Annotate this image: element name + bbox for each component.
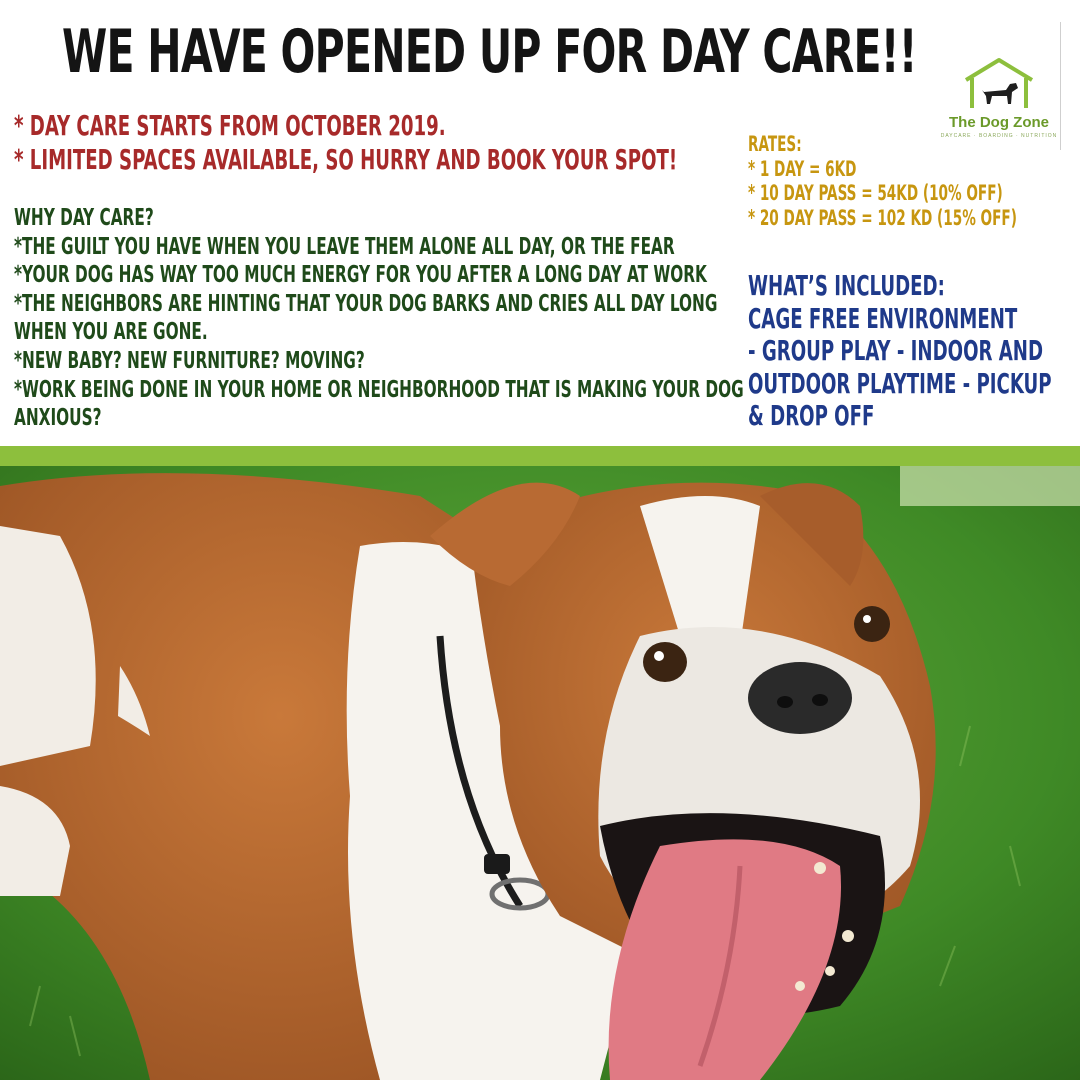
reason-line: *NEW BABY? NEW FURNITURE? MOVING? <box>14 347 365 374</box>
bulldog-photo <box>0 466 1080 1080</box>
rate-item: * 10 DAY PASS = 54KD (10% OFF) <box>748 181 1003 205</box>
notice-start-date: * DAY CARE STARTS FROM OCTOBER 2019. <box>14 109 446 142</box>
included-title: WHAT’S INCLUDED: <box>748 269 945 302</box>
brand-logo <box>938 22 1061 150</box>
rate-item: * 20 DAY PASS = 102 KD (15% OFF) <box>748 205 1017 230</box>
reason-line: *YOUR DOG HAS WAY TOO MUCH ENERGY FOR YOU AFTER A LONG DAY AT WORK <box>14 262 707 289</box>
rates-title: RATES: <box>748 132 802 156</box>
why-title: WHY DAY CARE? <box>14 205 154 231</box>
accent-divider-bar <box>0 446 1080 466</box>
included-line: - GROUP PLAY - INDOOR AND <box>748 334 1044 367</box>
logo-tagline: DAYCARE · BOARDING · NUTRITION <box>940 133 1058 139</box>
reason-line: WHEN YOU ARE GONE. <box>14 319 208 346</box>
rate-item: * 1 DAY = 6KD <box>748 156 857 181</box>
included-line: CAGE FREE ENVIRONMENT <box>748 301 1018 335</box>
house-dog-icon <box>962 56 1036 112</box>
reason-line: ANXIOUS? <box>14 405 102 432</box>
reason-line: *THE GUILT YOU HAVE WHEN YOU LEAVE THEM ALONE ALL DAY, OR THE FEAR <box>14 233 675 260</box>
notice-limited-spaces: * LIMITED SPACES AVAILABLE, SO HURRY AND BOOK YOUR SPOT! <box>14 143 678 176</box>
reason-line: *WORK BEING DONE IN YOUR HOME OR NEIGHBORHOOD THAT IS MAKING YOUR DOG <box>14 376 744 403</box>
why-day-care-section <box>14 204 744 433</box>
logo-name: The Dog Zone <box>949 114 1049 131</box>
included-line: OUTDOOR PLAYTIME - PICKUP <box>748 366 1052 400</box>
included-section <box>748 269 1052 433</box>
included-line: & DROP OFF <box>748 399 875 432</box>
headline: WE HAVE OPENED UP FOR DAY CARE!! <box>62 17 917 87</box>
reason-line: *THE NEIGHBORS ARE HINTING THAT YOUR DOG BARKS AND CRIES ALL DAY LONG <box>14 290 718 317</box>
rates-section <box>748 132 1050 230</box>
